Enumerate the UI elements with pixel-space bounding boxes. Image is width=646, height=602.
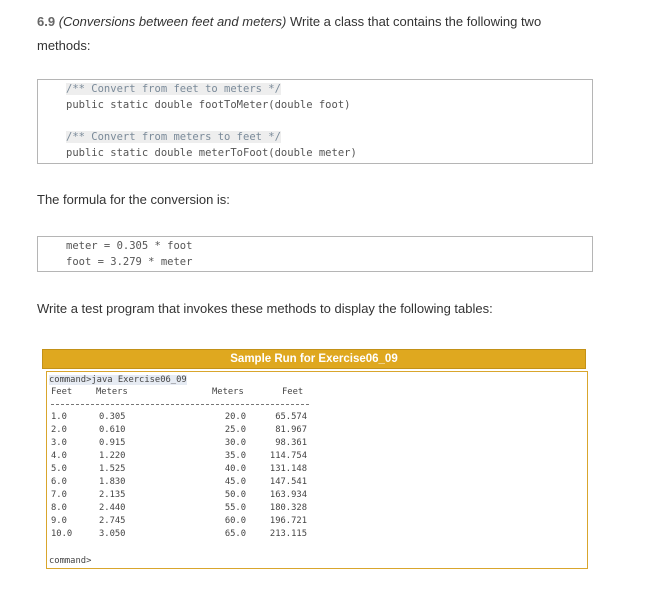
- table-cell-r6-c4: 147.541: [269, 477, 307, 487]
- table-cell-r1-c2: 0.305: [99, 412, 126, 422]
- table-cell-r10-c1: 10.0: [51, 529, 73, 539]
- table-cell-r6-c3: 45.0: [224, 477, 246, 487]
- problem-topic: (Conversions between feet and meters): [58, 14, 287, 29]
- table-cell-r1-c1: 1.0: [51, 412, 67, 422]
- table-cell-r6-c1: 6.0: [51, 477, 67, 487]
- table-cell-r10-c4: 213.115: [269, 529, 307, 539]
- code-comment-meters-to-feet: /** Convert from meters to feet */: [66, 131, 281, 143]
- table-cell-r3-c2: 0.915: [99, 438, 126, 448]
- table-cell-r5-c1: 5.0: [51, 464, 67, 474]
- table-cell-r4-c1: 4.0: [51, 451, 67, 461]
- table-cell-r4-c4: 114.754: [269, 451, 307, 461]
- table-cell-r8-c2: 2.440: [99, 503, 126, 513]
- table-cell-r6-c2: 1.830: [99, 477, 126, 487]
- table-cell-r7-c3: 50.0: [224, 490, 246, 500]
- header-meters-2: Meters: [212, 387, 244, 397]
- header-meters-1: Meters: [96, 387, 128, 397]
- code-signature-meter-to-foot: public static double meterToFoot(double meter): [66, 147, 357, 159]
- problem-statement: [37, 10, 617, 58]
- table-cell-r7-c1: 7.0: [51, 490, 67, 500]
- test-intro: Write a test program that invokes these methods to display the following tables:: [37, 301, 493, 316]
- table-cell-r2-c4: 81.967: [275, 425, 307, 435]
- table-cell-r10-c2: 3.050: [99, 529, 126, 539]
- table-cell-r8-c3: 55.0: [224, 503, 246, 513]
- table-cell-r10-c3: 65.0: [224, 529, 246, 539]
- table-cell-r1-c4: 65.574: [275, 412, 307, 422]
- header-feet-2: Feet: [282, 387, 304, 397]
- formula-foot: foot = 3.279 * meter: [66, 256, 193, 268]
- problem-number: 6.9: [37, 14, 56, 29]
- table-cell-r7-c2: 2.135: [99, 490, 126, 500]
- table-cell-r9-c4: 196.721: [269, 516, 307, 526]
- console-prompt: command>: [49, 556, 92, 566]
- table-cell-r4-c2: 1.220: [99, 451, 126, 461]
- formula-intro: The formula for the conversion is:: [37, 192, 230, 207]
- table-divider: [51, 404, 309, 405]
- table-cell-r2-c1: 2.0: [51, 425, 67, 435]
- problem-text-cont: methods:: [37, 38, 91, 53]
- sample-run-header: Sample Run for Exercise06_09: [42, 349, 586, 369]
- console-output: [46, 371, 588, 569]
- table-cell-r8-c4: 180.328: [269, 503, 307, 513]
- code-signature-foot-to-meter: public static double footToMeter(double foot): [66, 99, 351, 111]
- table-cell-r7-c4: 163.934: [269, 490, 307, 500]
- header-feet-1: Feet: [51, 387, 73, 397]
- table-cell-r3-c4: 98.361: [275, 438, 307, 448]
- table-cell-r8-c1: 8.0: [51, 503, 67, 513]
- table-cell-r1-c3: 20.0: [224, 412, 246, 422]
- table-cell-r9-c1: 9.0: [51, 516, 67, 526]
- formula-meter: meter = 0.305 * foot: [66, 240, 193, 252]
- method-signatures-code: [37, 79, 593, 164]
- console-command: command>java Exercise06_09: [49, 375, 187, 385]
- table-cell-r9-c2: 2.745: [99, 516, 126, 526]
- table-cell-r5-c4: 131.148: [269, 464, 307, 474]
- table-cell-r2-c2: 0.610: [99, 425, 126, 435]
- table-cell-r5-c3: 40.0: [224, 464, 246, 474]
- formula-code: [37, 236, 593, 272]
- problem-text: Write a class that contains the following two: [289, 14, 542, 29]
- table-cell-r4-c3: 35.0: [224, 451, 246, 461]
- code-comment-feet-to-meters: /** Convert from feet to meters */: [66, 83, 281, 95]
- table-cell-r9-c3: 60.0: [224, 516, 246, 526]
- table-cell-r2-c3: 25.0: [224, 425, 246, 435]
- table-cell-r5-c2: 1.525: [99, 464, 126, 474]
- table-cell-r3-c3: 30.0: [224, 438, 246, 448]
- table-cell-r3-c1: 3.0: [51, 438, 67, 448]
